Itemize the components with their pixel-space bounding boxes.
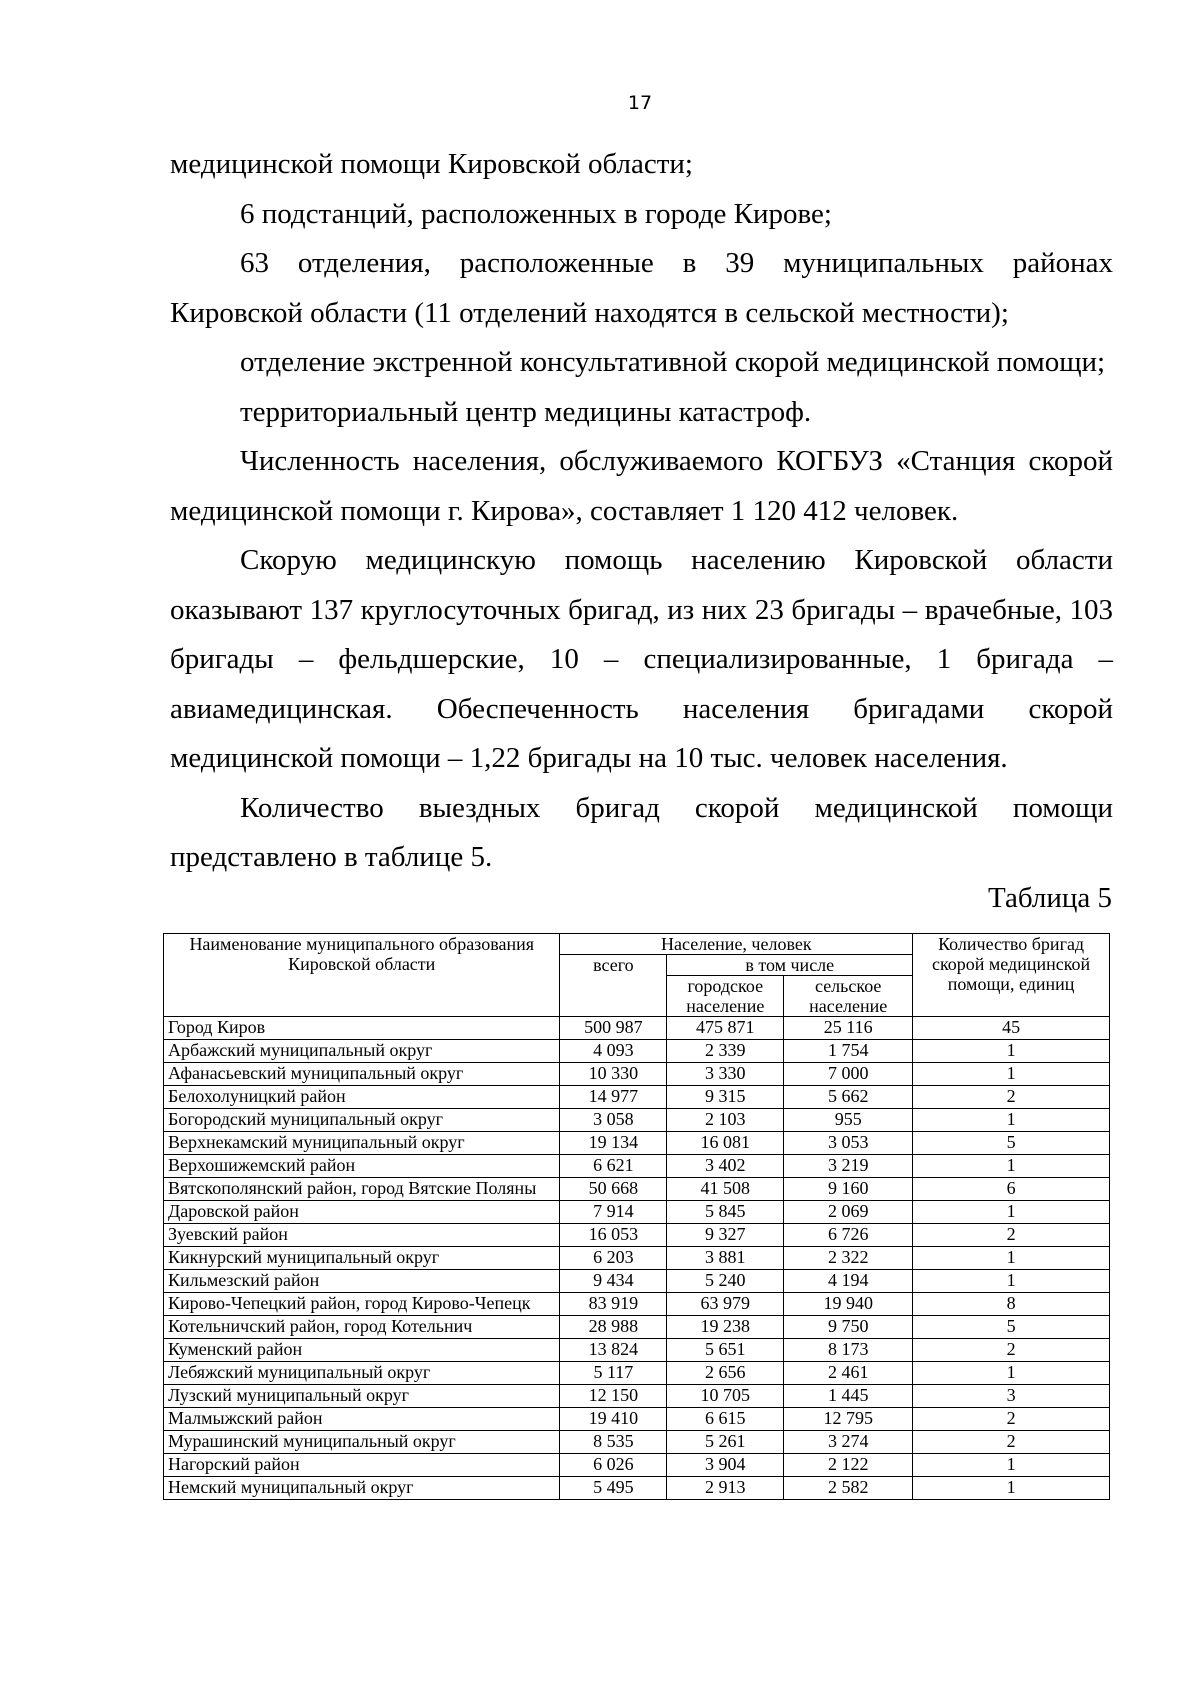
cell-urban: 63 979 (667, 1293, 784, 1316)
cell-rural: 2 582 (784, 1477, 913, 1500)
cell-rural: 3 274 (784, 1431, 913, 1454)
table-row (164, 1385, 1110, 1408)
cell-name: Кирово-Чепецкий район, город Кирово-Чепецк (164, 1293, 560, 1316)
cell-brigades: 1 (913, 1247, 1110, 1270)
table-row (164, 1408, 1110, 1431)
cell-total: 28 988 (560, 1316, 667, 1339)
cell-rural: 19 940 (784, 1293, 913, 1316)
cell-brigades: 1 (913, 1109, 1110, 1132)
header-brigades: Количество бригад скорой медицинской помощи, единиц (913, 934, 1110, 1017)
cell-name: Арбажский муниципальный округ (164, 1040, 560, 1063)
table-row (164, 1362, 1110, 1385)
paragraph: 6 подстанций, расположенных в городе Кирове; (240, 197, 832, 230)
cell-total: 3 058 (560, 1109, 667, 1132)
cell-name: Белохолуницкий район (164, 1086, 560, 1109)
cell-name: Малмыжский район (164, 1408, 560, 1431)
cell-total: 9 434 (560, 1270, 667, 1293)
cell-urban: 9 315 (667, 1086, 784, 1109)
cell-urban: 41 508 (667, 1178, 784, 1201)
cell-brigades: 5 (913, 1316, 1110, 1339)
cell-total: 4 093 (560, 1040, 667, 1063)
cell-urban: 5 240 (667, 1270, 784, 1293)
cell-name: Верхошижемский район (164, 1155, 560, 1178)
table-row (164, 1454, 1110, 1477)
table-row (164, 1247, 1110, 1270)
table-row (164, 1477, 1110, 1500)
table-row (164, 1339, 1110, 1362)
cell-urban: 3 330 (667, 1063, 784, 1086)
paragraph: медицинской помощи Кировской области; (170, 148, 693, 180)
cell-name: Кикнурский муниципальный округ (164, 1247, 560, 1270)
page-number: 17 (627, 92, 653, 114)
cell-rural: 1 754 (784, 1040, 913, 1063)
cell-rural: 5 662 (784, 1086, 913, 1109)
cell-total: 8 535 (560, 1431, 667, 1454)
cell-brigades: 1 (913, 1477, 1110, 1500)
table-row (164, 1201, 1110, 1224)
paragraph: Численность населения, обслуживаемого КОГБУЗ «Станция скорой медицинской помощи г. Кирова», составляет 1 120 412 человек. (170, 445, 1113, 527)
table-caption: Таблица 5 (987, 882, 1112, 914)
cell-rural: 25 116 (784, 1017, 913, 1040)
cell-urban: 3 402 (667, 1155, 784, 1178)
cell-brigades: 45 (913, 1017, 1110, 1040)
cell-brigades: 1 (913, 1454, 1110, 1477)
cell-rural: 2 069 (784, 1201, 913, 1224)
cell-total: 6 026 (560, 1454, 667, 1477)
cell-urban: 10 705 (667, 1385, 784, 1408)
cell-rural: 8 173 (784, 1339, 913, 1362)
cell-total: 50 668 (560, 1178, 667, 1201)
cell-name: Афанасьевский муниципальный округ (164, 1063, 560, 1086)
header-total: всего (560, 955, 667, 1017)
cell-name: Лузский муниципальный округ (164, 1385, 560, 1408)
cell-urban: 475 871 (667, 1017, 784, 1040)
cell-total: 10 330 (560, 1063, 667, 1086)
cell-total: 19 410 (560, 1408, 667, 1431)
paragraph: 63 отделения, расположенные в 39 муниципальных районах Кировской области (11 отделений находятся в сельской местности); (170, 247, 1113, 329)
cell-rural: 6 726 (784, 1224, 913, 1247)
cell-total: 5 495 (560, 1477, 667, 1500)
cell-brigades: 1 (913, 1201, 1110, 1224)
cell-rural: 2 322 (784, 1247, 913, 1270)
cell-total: 7 914 (560, 1201, 667, 1224)
cell-urban: 5 651 (667, 1339, 784, 1362)
cell-brigades: 1 (913, 1155, 1110, 1178)
cell-urban: 2 913 (667, 1477, 784, 1500)
cell-rural: 955 (784, 1109, 913, 1132)
cell-total: 6 203 (560, 1247, 667, 1270)
paragraph: отделение экстренной консультативной скорой медицинской помощи; (240, 346, 1106, 378)
cell-total: 19 134 (560, 1132, 667, 1155)
table-row (164, 1293, 1110, 1316)
cell-name: Кильмезский район (164, 1270, 560, 1293)
cell-total: 13 824 (560, 1339, 667, 1362)
cell-total: 6 621 (560, 1155, 667, 1178)
cell-total: 83 919 (560, 1293, 667, 1316)
cell-total: 14 977 (560, 1086, 667, 1109)
cell-rural: 12 795 (784, 1408, 913, 1431)
cell-urban: 2 103 (667, 1109, 784, 1132)
cell-rural: 7 000 (784, 1063, 913, 1086)
paragraph: Скорую медицинскую помощь населению Кировской области оказывают 137 круглосуточных бригад, из них 23 бригады – врачебные, 103 бригады – фельдшерские, 10 – специализированные, 1 бригада – авиамедицинская. Обеспеченность населения бригадами скорой медицинской помощи – 1,22 бригады на 10 тыс. человек населения. (170, 544, 1113, 774)
table-row (164, 1132, 1110, 1155)
table-row (164, 1224, 1110, 1247)
cell-urban: 16 081 (667, 1132, 784, 1155)
cell-brigades: 2 (913, 1224, 1110, 1247)
cell-brigades: 2 (913, 1339, 1110, 1362)
cell-rural: 2 461 (784, 1362, 913, 1385)
cell-urban: 6 615 (667, 1408, 784, 1431)
table-row (164, 1178, 1110, 1201)
cell-brigades: 2 (913, 1431, 1110, 1454)
cell-urban: 5 845 (667, 1201, 784, 1224)
cell-name: Верхнекамский муниципальный округ (164, 1132, 560, 1155)
cell-total: 500 987 (560, 1017, 667, 1040)
cell-name: Немский муниципальный округ (164, 1477, 560, 1500)
body-text (170, 140, 1113, 883)
table-row (164, 1431, 1110, 1454)
cell-brigades: 1 (913, 1040, 1110, 1063)
cell-total: 16 053 (560, 1224, 667, 1247)
cell-name: Лебяжский муниципальный округ (164, 1362, 560, 1385)
cell-rural: 4 194 (784, 1270, 913, 1293)
header-name: Наименование муниципального образования Кировской области (164, 934, 560, 1017)
table-row (164, 1155, 1110, 1178)
table-row (164, 1063, 1110, 1086)
cell-name: Богородский муниципальный округ (164, 1109, 560, 1132)
cell-rural: 1 445 (784, 1385, 913, 1408)
table-row (164, 1316, 1110, 1339)
cell-name: Мурашинский муниципальный округ (164, 1431, 560, 1454)
header-rural: сельское население (784, 976, 913, 1017)
cell-rural: 2 122 (784, 1454, 913, 1477)
table-body (164, 1017, 1110, 1500)
cell-name: Город Киров (164, 1017, 560, 1040)
cell-urban: 3 881 (667, 1247, 784, 1270)
cell-urban: 5 261 (667, 1431, 784, 1454)
cell-brigades: 1 (913, 1362, 1110, 1385)
cell-urban: 3 904 (667, 1454, 784, 1477)
cell-urban: 9 327 (667, 1224, 784, 1247)
cell-name: Даровской район (164, 1201, 560, 1224)
cell-brigades: 1 (913, 1063, 1110, 1086)
table-row (164, 1017, 1110, 1040)
header-population: Население, человек (560, 934, 913, 955)
table-row (164, 1270, 1110, 1293)
cell-rural: 9 160 (784, 1178, 913, 1201)
cell-brigades: 2 (913, 1408, 1110, 1431)
header-urban: городское население (667, 976, 784, 1017)
cell-brigades: 2 (913, 1086, 1110, 1109)
cell-total: 12 150 (560, 1385, 667, 1408)
brigades-table (163, 933, 1110, 1500)
cell-total: 5 117 (560, 1362, 667, 1385)
table-row (164, 1109, 1110, 1132)
cell-brigades: 6 (913, 1178, 1110, 1201)
cell-name: Вятскополянский район, город Вятские Поляны (164, 1178, 560, 1201)
cell-urban: 19 238 (667, 1316, 784, 1339)
cell-rural: 9 750 (784, 1316, 913, 1339)
table-row (164, 1086, 1110, 1109)
cell-name: Нагорский район (164, 1454, 560, 1477)
paragraph: Количество выездных бригад скорой медицинской помощи представлено в таблице 5. (170, 791, 1113, 873)
cell-brigades: 5 (913, 1132, 1110, 1155)
cell-brigades: 8 (913, 1293, 1110, 1316)
cell-urban: 2 656 (667, 1362, 784, 1385)
paragraph: территориальный центр медицины катастроф. (240, 395, 812, 428)
cell-name: Котельничский район, город Котельнич (164, 1316, 560, 1339)
cell-rural: 3 219 (784, 1155, 913, 1178)
header-including: в том числе (667, 955, 913, 976)
table-row (164, 1040, 1110, 1063)
cell-name: Зуевский район (164, 1224, 560, 1247)
cell-urban: 2 339 (667, 1040, 784, 1063)
cell-brigades: 3 (913, 1385, 1110, 1408)
cell-name: Куменский район (164, 1339, 560, 1362)
cell-brigades: 1 (913, 1270, 1110, 1293)
cell-rural: 3 053 (784, 1132, 913, 1155)
